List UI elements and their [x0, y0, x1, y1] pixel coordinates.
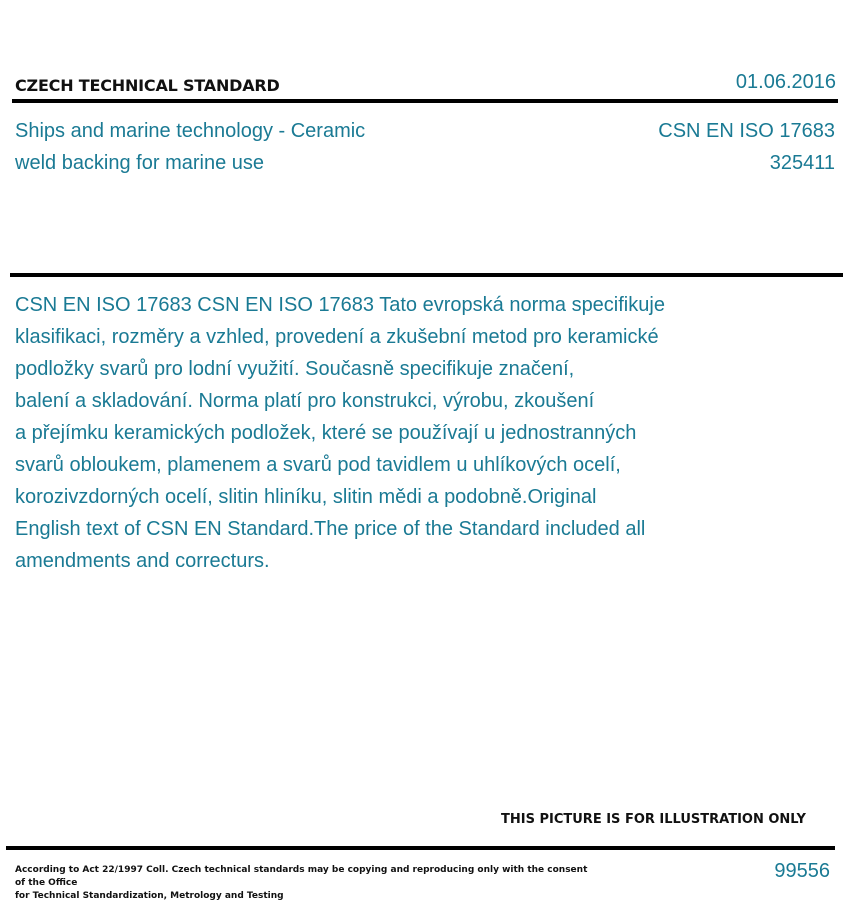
top-rule: [12, 99, 838, 103]
standard-title-line-1: Ships and marine technology - Ceramic: [15, 120, 366, 142]
description-line: balení a skladování. Norma platí pro konstrukci, výrobu, zkoušení: [15, 390, 595, 412]
issue-date: 01.06.2016: [735, 71, 836, 93]
bottom-rule: [6, 846, 835, 850]
legal-notice-line-2: for Technical Standardization, Metrology and Testing: [15, 891, 284, 901]
standard-description: [15, 289, 755, 577]
catalog-code: 99556: [774, 860, 830, 882]
illustration-disclaimer: THIS PICTURE IS FOR ILLUSTRATION ONLY: [501, 812, 806, 827]
description-line: podložky svarů pro lodní využití. Současně specifikuje značení,: [15, 358, 575, 380]
description-line: amendments and correcturs.: [15, 550, 270, 572]
description-line: svarů obloukem, plamenem a svarů pod tavidlem u uhlíkových ocelí,: [15, 454, 621, 476]
standard-number: 325411: [769, 152, 835, 174]
description-line: English text of CSN EN Standard.The price of the Standard included all: [15, 518, 646, 540]
description-line: korozivzdorných ocelí, slitin hliníku, slitin mědi a podobně.Original: [15, 486, 597, 508]
description-line: a přejímku keramických podložek, které se používají u jednostranných: [15, 422, 637, 444]
description-line: klasifikaci, rozměry a vzhled, provedení a zkušební metod pro keramické: [15, 326, 659, 348]
legal-notice: [15, 864, 595, 903]
standard-title: [15, 115, 435, 179]
legal-notice-line-1: According to Act 22/1997 Coll. Czech technical standards may be copying and reproducing only with the consent of the Office: [15, 865, 588, 888]
description-line: CSN EN ISO 17683 CSN EN ISO 17683 Tato evropská norma specifikuje: [15, 294, 665, 316]
standard-code: CSN EN ISO 17683: [658, 120, 835, 142]
standard-title-line-2: weld backing for marine use: [15, 152, 265, 174]
middle-rule: [10, 273, 843, 277]
header-label: CZECH TECHNICAL STANDARD: [15, 76, 280, 95]
